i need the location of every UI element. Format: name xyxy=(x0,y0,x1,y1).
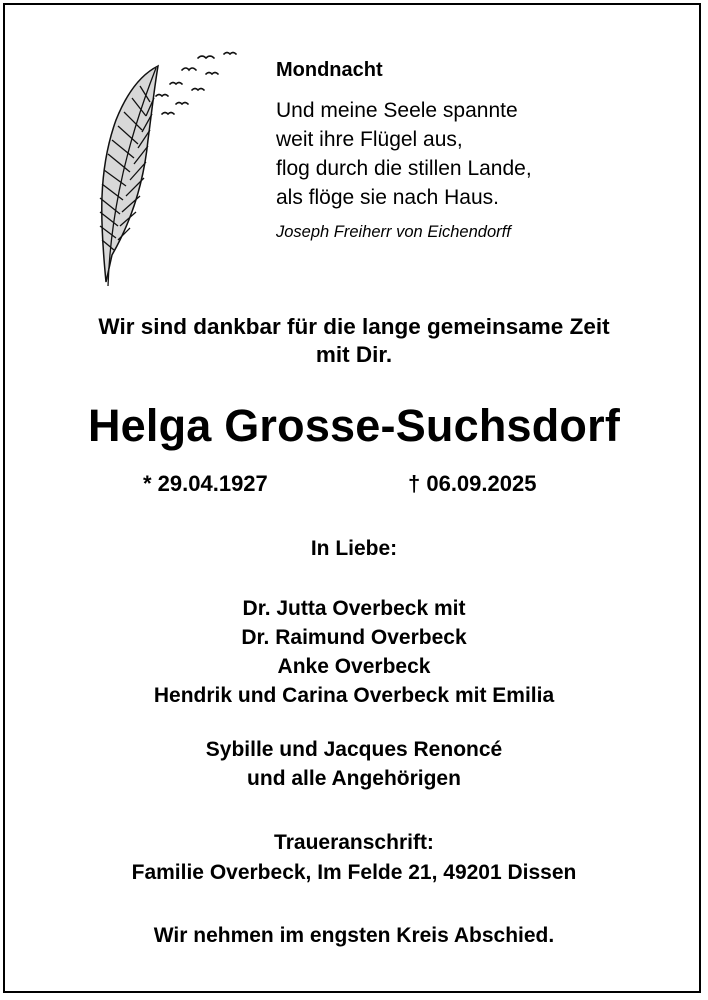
mourner-line: und alle Angehörigen xyxy=(247,767,461,790)
feather-with-birds-icon xyxy=(78,50,248,290)
poem-line: als flöge sie nach Haus. xyxy=(276,186,499,209)
poem-block xyxy=(276,58,696,242)
address-label: Traueranschrift: xyxy=(274,831,434,854)
poem-verse xyxy=(276,96,696,212)
mourner-line: Dr. Raimund Overbeck xyxy=(241,626,467,649)
mourners-group-relatives xyxy=(0,735,708,793)
poem-line: weit ihre Flügel aus, xyxy=(276,128,463,151)
poem-line: Und meine Seele spannte xyxy=(276,99,518,122)
mourner-line: Sybille und Jacques Renoncé xyxy=(205,738,503,761)
mourning-address xyxy=(0,828,708,888)
poem-line: flog durch die stillen Lande, xyxy=(276,157,532,180)
address-value: Familie Overbeck, Im Felde 21, 49201 Dissen xyxy=(131,861,577,884)
mourner-line: Hendrik und Carina Overbeck mit Emilia xyxy=(153,684,555,707)
poem-title: Mondnacht xyxy=(276,59,383,81)
poem-author: Joseph Freiherr von Eichendorff xyxy=(276,223,511,241)
thanks-line: Wir sind dankbar für die lange gemeinsame Zeit xyxy=(98,314,610,339)
thanks-line: mit Dir. xyxy=(315,342,393,367)
mourner-line: Anke Overbeck xyxy=(277,655,431,678)
birth-date: * 29.04.1927 xyxy=(143,471,268,496)
thanks-message xyxy=(0,313,708,369)
farewell-note: Wir nehmen im engsten Kreis Abschied. xyxy=(153,924,555,947)
mourners-group-family xyxy=(0,594,708,710)
mourners-heading: In Liebe: xyxy=(310,537,398,560)
deceased-name: Helga Grosse-Suchsdorf xyxy=(87,400,621,451)
death-date: † 06.09.2025 xyxy=(408,471,537,496)
mourner-line: Dr. Jutta Overbeck mit xyxy=(242,597,466,620)
